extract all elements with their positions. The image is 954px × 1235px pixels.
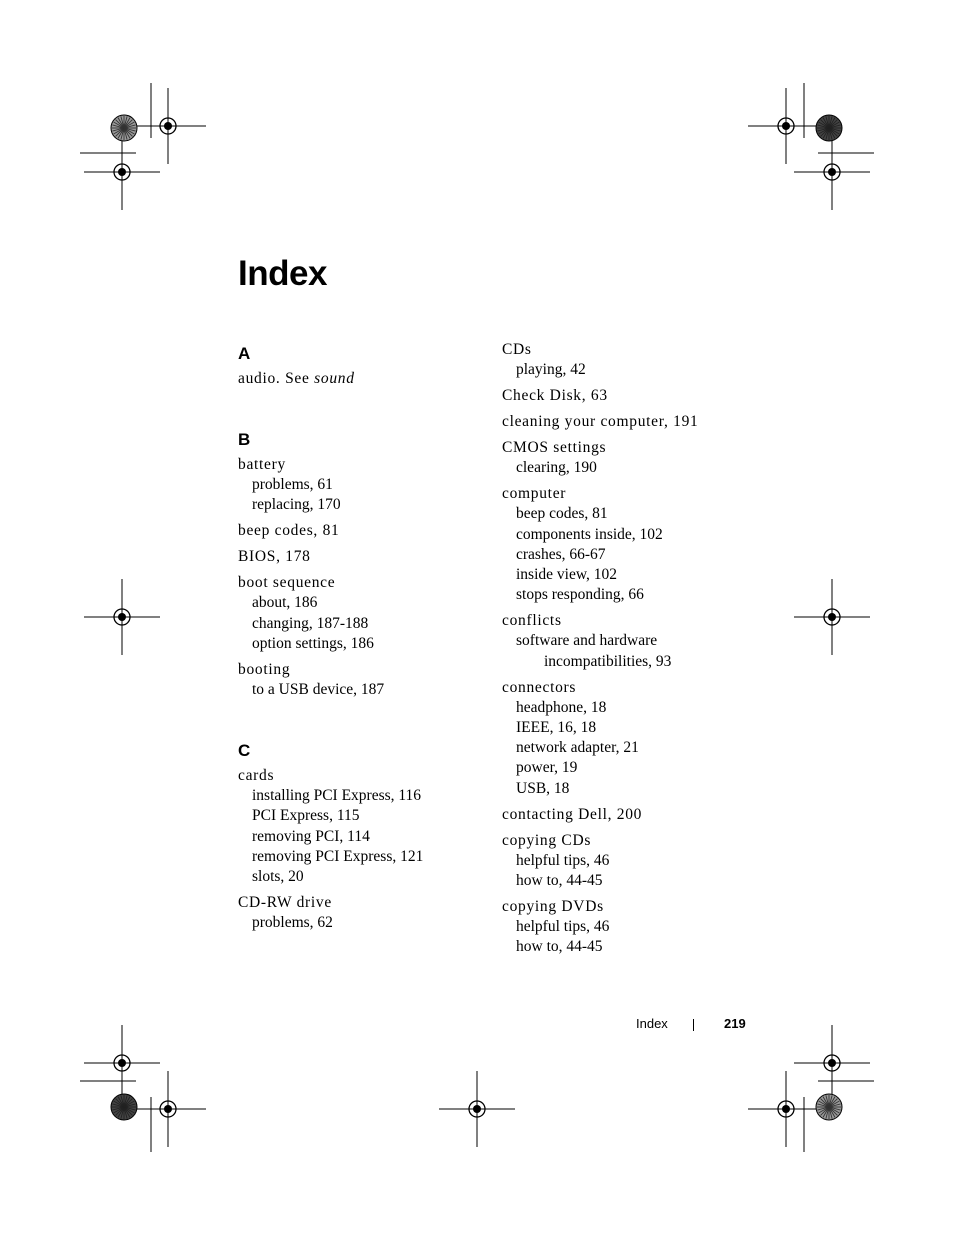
index-term-text: contacting Dell, 200 xyxy=(502,805,643,823)
index-term-text: CDs xyxy=(502,341,532,358)
index-term-text: conflicts xyxy=(502,612,562,630)
page-number: 219 xyxy=(724,1016,746,1031)
registration-target-dot-icon xyxy=(782,1105,790,1113)
index-subentry: removing PCI, 114 xyxy=(252,827,370,845)
index-subentry: headphone, 18 xyxy=(516,698,607,716)
page-title: Index xyxy=(238,254,327,293)
index-subentry: removing PCI Express, 121 xyxy=(252,847,424,865)
index-term-reference: sound xyxy=(314,370,355,387)
index-term-text: audio. See xyxy=(238,370,315,387)
registration-target-dot-icon xyxy=(164,122,172,130)
registration-target-dot-icon xyxy=(828,613,836,621)
index-term-text: booting xyxy=(238,661,291,679)
index-subentry: beep codes, 81 xyxy=(516,505,608,523)
index-subentry: components inside, 102 xyxy=(516,525,663,543)
index-subentry-text: software and hardware xyxy=(516,632,658,650)
index-subentry: slots, 20 xyxy=(252,868,304,886)
index-term-text: cleaning your computer, 191 xyxy=(502,413,699,431)
footer-section-label: Index xyxy=(636,1016,668,1031)
index-subentry: option settings, 186 xyxy=(252,634,374,652)
registration-target-dot-icon xyxy=(782,122,790,130)
registration-target-dot-icon xyxy=(118,1059,126,1067)
registration-target-dot-icon xyxy=(164,1105,172,1113)
index-term-text: cards xyxy=(238,767,275,785)
index-term-text: BIOS, 178 xyxy=(238,548,311,566)
index-subentry: network adapter, 21 xyxy=(516,739,639,757)
section-letter-b: B xyxy=(238,430,251,449)
index-term-text: copying CDs xyxy=(502,831,592,849)
index-term-text: CD-RW drive xyxy=(238,894,332,912)
index-subentry: installing PCI Express, 116 xyxy=(252,787,422,805)
index-subentry: problems, 62 xyxy=(252,914,333,932)
index-term-text: computer xyxy=(502,485,567,503)
index-subentry: about, 186 xyxy=(252,594,318,612)
registration-target-dot-icon xyxy=(473,1105,481,1113)
registration-target-dot-icon xyxy=(118,168,126,176)
index-subentry: changing, 187-188 xyxy=(252,614,369,632)
index-subentry: USB, 18 xyxy=(516,779,570,797)
index-term-text: battery xyxy=(238,456,286,473)
index-term-text: connectors xyxy=(502,678,577,696)
index-subentry: helpful tips, 46 xyxy=(516,918,610,936)
index-subentry-continuation: incompatibilities, 93 xyxy=(544,652,672,670)
index-subentry: crashes, 66-67 xyxy=(516,545,606,563)
index-subentry: clearing, 190 xyxy=(516,459,597,477)
index-subentry: IEEE, 16, 18 xyxy=(516,719,597,737)
section-letter-a: A xyxy=(238,344,251,363)
index-subentry: stops responding, 66 xyxy=(516,586,644,604)
index-subentry: how to, 44-45 xyxy=(516,872,603,890)
index-term-text: boot sequence xyxy=(238,574,336,592)
index-subentry: PCI Express, 115 xyxy=(252,807,360,825)
index-subentry: replacing, 170 xyxy=(252,496,341,514)
index-subentry: power, 19 xyxy=(516,759,578,777)
index-subentry: helpful tips, 46 xyxy=(516,851,610,869)
registration-target-dot-icon xyxy=(828,1059,836,1067)
index-subentry: playing, 42 xyxy=(516,361,586,378)
index-subentry: to a USB device, 187 xyxy=(252,681,385,699)
index-term-text: CMOS settings xyxy=(502,439,607,457)
registration-target-dot-icon xyxy=(828,168,836,176)
section-letter-c: C xyxy=(238,741,251,761)
index-subentry: how to, 44-45 xyxy=(516,938,603,956)
index-term-text: beep codes, 81 xyxy=(238,522,340,540)
registration-target-dot-icon xyxy=(118,613,126,621)
index-term-text: Check Disk, 63 xyxy=(502,387,608,405)
index-subentry: problems, 61 xyxy=(252,476,333,493)
index-subentry: inside view, 102 xyxy=(516,566,618,584)
index-term-text: copying DVDs xyxy=(502,898,604,916)
